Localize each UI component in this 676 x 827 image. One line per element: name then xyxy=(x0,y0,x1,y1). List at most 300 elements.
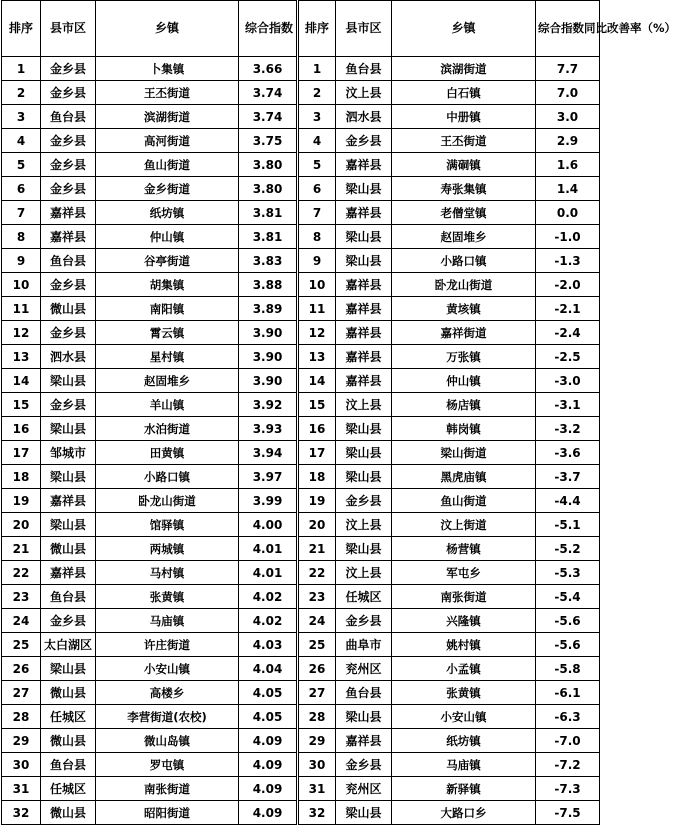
town-cell: 南阳镇 xyxy=(96,297,239,321)
county-cell: 嘉祥县 xyxy=(41,225,96,249)
town-cell: 嘉祥街道 xyxy=(392,321,536,345)
rank-cell: 1 xyxy=(299,57,336,81)
value-cell: 4.01 xyxy=(239,561,297,585)
rank-cell: 13 xyxy=(299,345,336,369)
rank-cell: 11 xyxy=(299,297,336,321)
rank-cell: 15 xyxy=(299,393,336,417)
rank-cell: 23 xyxy=(299,585,336,609)
rank-cell: 20 xyxy=(2,513,41,537)
county-cell: 梁山县 xyxy=(41,513,96,537)
county-cell: 嘉祥县 xyxy=(336,729,392,753)
town-cell: 兴隆镇 xyxy=(392,609,536,633)
rank-cell: 9 xyxy=(2,249,41,273)
value-cell: 3.90 xyxy=(239,369,297,393)
rank-cell: 24 xyxy=(299,609,336,633)
table-row xyxy=(2,633,297,657)
table-row xyxy=(2,729,297,753)
value-cell: -5.4 xyxy=(536,585,600,609)
rank-cell: 12 xyxy=(2,321,41,345)
value-cell: 3.92 xyxy=(239,393,297,417)
rank-cell: 5 xyxy=(299,153,336,177)
county-cell: 梁山县 xyxy=(41,369,96,393)
rank-cell: 3 xyxy=(299,105,336,129)
rank-cell: 19 xyxy=(299,489,336,513)
table-row xyxy=(2,705,297,729)
rank-cell: 31 xyxy=(299,777,336,801)
table-row xyxy=(299,585,600,609)
rank-cell: 25 xyxy=(2,633,41,657)
county-cell: 嘉祥县 xyxy=(336,153,392,177)
table-row xyxy=(2,345,297,369)
value-cell: 3.74 xyxy=(239,81,297,105)
table-row xyxy=(299,417,600,441)
rank-cell: 10 xyxy=(299,273,336,297)
town-cell: 南张街道 xyxy=(392,585,536,609)
left-header-rank: 排序 xyxy=(2,1,41,57)
county-cell: 金乡县 xyxy=(336,489,392,513)
county-cell: 金乡县 xyxy=(41,609,96,633)
value-cell: -5.2 xyxy=(536,537,600,561)
rank-cell: 6 xyxy=(299,177,336,201)
county-cell: 梁山县 xyxy=(336,705,392,729)
value-cell: 3.99 xyxy=(239,489,297,513)
rank-cell: 28 xyxy=(2,705,41,729)
table-row xyxy=(2,273,297,297)
table-row xyxy=(299,801,600,825)
value-cell: 4.09 xyxy=(239,777,297,801)
value-cell: -7.5 xyxy=(536,801,600,825)
town-cell: 田黄镇 xyxy=(96,441,239,465)
county-cell: 嘉祥县 xyxy=(41,561,96,585)
rank-cell: 16 xyxy=(2,417,41,441)
right-table-body xyxy=(299,57,600,825)
value-cell: 1.4 xyxy=(536,177,600,201)
rank-cell: 32 xyxy=(2,801,41,825)
rank-cell: 9 xyxy=(299,249,336,273)
rank-cell: 1 xyxy=(2,57,41,81)
town-cell: 老僧堂镇 xyxy=(392,201,536,225)
county-cell: 嘉祥县 xyxy=(41,201,96,225)
county-cell: 金乡县 xyxy=(336,753,392,777)
value-cell: 3.90 xyxy=(239,345,297,369)
value-cell: 3.74 xyxy=(239,105,297,129)
table-row xyxy=(2,225,297,249)
county-cell: 泗水县 xyxy=(336,105,392,129)
town-cell: 姚村镇 xyxy=(392,633,536,657)
town-cell: 仲山镇 xyxy=(96,225,239,249)
rank-cell: 19 xyxy=(2,489,41,513)
value-cell: -2.5 xyxy=(536,345,600,369)
value-cell: 3.81 xyxy=(239,225,297,249)
value-cell: -7.2 xyxy=(536,753,600,777)
left-header-town: 乡镇 xyxy=(96,1,239,57)
county-cell: 汶上县 xyxy=(336,81,392,105)
town-cell: 马村镇 xyxy=(96,561,239,585)
value-cell: -1.3 xyxy=(536,249,600,273)
rank-cell: 14 xyxy=(299,369,336,393)
table-row xyxy=(299,345,600,369)
value-cell: 0.0 xyxy=(536,201,600,225)
county-cell: 兖州区 xyxy=(336,777,392,801)
town-cell: 纸坊镇 xyxy=(96,201,239,225)
left-ranking-table xyxy=(1,0,297,825)
table-row xyxy=(2,537,297,561)
table-row xyxy=(299,705,600,729)
rank-cell: 4 xyxy=(2,129,41,153)
table-row xyxy=(2,441,297,465)
table-row xyxy=(2,561,297,585)
rank-cell: 29 xyxy=(299,729,336,753)
town-cell: 滨湖街道 xyxy=(96,105,239,129)
left-header-index: 综合指数 xyxy=(239,1,297,57)
town-cell: 谷亭街道 xyxy=(96,249,239,273)
table-row xyxy=(2,657,297,681)
town-cell: 新驿镇 xyxy=(392,777,536,801)
table-row xyxy=(2,297,297,321)
rank-cell: 24 xyxy=(2,609,41,633)
rank-cell: 28 xyxy=(299,705,336,729)
town-cell: 杨营镇 xyxy=(392,537,536,561)
value-cell: 3.0 xyxy=(536,105,600,129)
town-cell: 黑虎庙镇 xyxy=(392,465,536,489)
county-cell: 嘉祥县 xyxy=(336,201,392,225)
town-cell: 许庄街道 xyxy=(96,633,239,657)
value-cell: -6.1 xyxy=(536,681,600,705)
rank-cell: 18 xyxy=(2,465,41,489)
county-cell: 嘉祥县 xyxy=(336,321,392,345)
county-cell: 梁山县 xyxy=(336,441,392,465)
county-cell: 金乡县 xyxy=(41,273,96,297)
town-cell: 马庙镇 xyxy=(392,753,536,777)
value-cell: 4.05 xyxy=(239,705,297,729)
left-header-row xyxy=(2,1,297,57)
right-header-index-change: 综合指数同比改善率（%） xyxy=(536,1,600,57)
value-cell: 3.94 xyxy=(239,441,297,465)
town-cell: 仲山镇 xyxy=(392,369,536,393)
town-cell: 卧龙山街道 xyxy=(96,489,239,513)
town-cell: 赵固堆乡 xyxy=(392,225,536,249)
value-cell: 7.0 xyxy=(536,81,600,105)
county-cell: 任城区 xyxy=(336,585,392,609)
town-cell: 王丕街道 xyxy=(392,129,536,153)
table-row xyxy=(299,297,600,321)
rank-cell: 22 xyxy=(2,561,41,585)
rank-cell: 17 xyxy=(2,441,41,465)
rank-cell: 30 xyxy=(299,753,336,777)
right-header-county: 县市区 xyxy=(336,1,392,57)
town-cell: 鱼山街道 xyxy=(96,153,239,177)
table-row xyxy=(299,513,600,537)
county-cell: 嘉祥县 xyxy=(41,489,96,513)
value-cell: -6.3 xyxy=(536,705,600,729)
rank-cell: 7 xyxy=(299,201,336,225)
county-cell: 金乡县 xyxy=(41,81,96,105)
table-row xyxy=(2,81,297,105)
town-cell: 两城镇 xyxy=(96,537,239,561)
table-row xyxy=(299,153,600,177)
value-cell: 4.09 xyxy=(239,753,297,777)
rank-cell: 22 xyxy=(299,561,336,585)
value-cell: 3.75 xyxy=(239,129,297,153)
rank-cell: 18 xyxy=(299,465,336,489)
value-cell: 1.6 xyxy=(536,153,600,177)
town-cell: 万张镇 xyxy=(392,345,536,369)
table-row xyxy=(299,681,600,705)
town-cell: 赵固堆乡 xyxy=(96,369,239,393)
value-cell: 4.09 xyxy=(239,729,297,753)
value-cell: -5.3 xyxy=(536,561,600,585)
county-cell: 微山县 xyxy=(41,801,96,825)
value-cell: 4.03 xyxy=(239,633,297,657)
county-cell: 梁山县 xyxy=(336,801,392,825)
county-cell: 嘉祥县 xyxy=(336,273,392,297)
town-cell: 王丕街道 xyxy=(96,81,239,105)
table-row xyxy=(2,753,297,777)
table-row xyxy=(2,201,297,225)
rank-cell: 21 xyxy=(299,537,336,561)
town-cell: 小安山镇 xyxy=(392,705,536,729)
table-row xyxy=(2,129,297,153)
county-cell: 梁山县 xyxy=(41,465,96,489)
table-row xyxy=(2,393,297,417)
rank-cell: 8 xyxy=(2,225,41,249)
value-cell: 3.88 xyxy=(239,273,297,297)
county-cell: 金乡县 xyxy=(41,177,96,201)
value-cell: 4.09 xyxy=(239,801,297,825)
rank-cell: 14 xyxy=(2,369,41,393)
table-row xyxy=(2,801,297,825)
table-row xyxy=(299,441,600,465)
rank-cell: 8 xyxy=(299,225,336,249)
rank-cell: 13 xyxy=(2,345,41,369)
town-cell: 高河街道 xyxy=(96,129,239,153)
rank-cell: 5 xyxy=(2,153,41,177)
table-row xyxy=(299,369,600,393)
county-cell: 鱼台县 xyxy=(336,681,392,705)
value-cell: 4.00 xyxy=(239,513,297,537)
county-cell: 泗水县 xyxy=(41,345,96,369)
county-cell: 梁山县 xyxy=(336,417,392,441)
value-cell: 4.04 xyxy=(239,657,297,681)
rank-cell: 27 xyxy=(2,681,41,705)
value-cell: 7.7 xyxy=(536,57,600,81)
table-row xyxy=(299,393,600,417)
town-cell: 张黄镇 xyxy=(392,681,536,705)
rank-cell: 31 xyxy=(2,777,41,801)
value-cell: 3.80 xyxy=(239,153,297,177)
value-cell: -7.3 xyxy=(536,777,600,801)
value-cell: -2.4 xyxy=(536,321,600,345)
town-cell: 胡集镇 xyxy=(96,273,239,297)
rank-cell: 3 xyxy=(2,105,41,129)
rank-cell: 30 xyxy=(2,753,41,777)
right-header-town: 乡镇 xyxy=(392,1,536,57)
table-row xyxy=(2,321,297,345)
town-cell: 杨店镇 xyxy=(392,393,536,417)
value-cell: 4.01 xyxy=(239,537,297,561)
town-cell: 罗屯镇 xyxy=(96,753,239,777)
county-cell: 梁山县 xyxy=(336,249,392,273)
table-row xyxy=(2,777,297,801)
table-row xyxy=(299,465,600,489)
right-header-rank: 排序 xyxy=(299,1,336,57)
county-cell: 微山县 xyxy=(41,729,96,753)
rank-cell: 4 xyxy=(299,129,336,153)
town-cell: 大路口乡 xyxy=(392,801,536,825)
county-cell: 微山县 xyxy=(41,537,96,561)
county-cell: 金乡县 xyxy=(41,153,96,177)
table-row xyxy=(299,729,600,753)
county-cell: 微山县 xyxy=(41,681,96,705)
table-row xyxy=(299,201,600,225)
town-cell: 马庙镇 xyxy=(96,609,239,633)
town-cell: 满硐镇 xyxy=(392,153,536,177)
table-row xyxy=(299,249,600,273)
value-cell: 2.9 xyxy=(536,129,600,153)
table-row xyxy=(2,609,297,633)
town-cell: 寿张集镇 xyxy=(392,177,536,201)
value-cell: 3.80 xyxy=(239,177,297,201)
table-row xyxy=(299,609,600,633)
county-cell: 金乡县 xyxy=(41,393,96,417)
table-row xyxy=(2,57,297,81)
value-cell: -3.2 xyxy=(536,417,600,441)
town-cell: 高楼乡 xyxy=(96,681,239,705)
town-cell: 鱼山街道 xyxy=(392,489,536,513)
rank-cell: 10 xyxy=(2,273,41,297)
county-cell: 微山县 xyxy=(41,297,96,321)
county-cell: 汶上县 xyxy=(336,561,392,585)
value-cell: 3.89 xyxy=(239,297,297,321)
value-cell: 4.05 xyxy=(239,681,297,705)
town-cell: 韩岗镇 xyxy=(392,417,536,441)
town-cell: 小路口镇 xyxy=(96,465,239,489)
town-cell: 军屯乡 xyxy=(392,561,536,585)
county-cell: 嘉祥县 xyxy=(336,369,392,393)
table-row xyxy=(2,513,297,537)
rank-cell: 16 xyxy=(299,417,336,441)
value-cell: -1.0 xyxy=(536,225,600,249)
rank-cell: 26 xyxy=(2,657,41,681)
value-cell: 3.83 xyxy=(239,249,297,273)
town-cell: 黄垓镇 xyxy=(392,297,536,321)
town-cell: 羊山镇 xyxy=(96,393,239,417)
table-row xyxy=(299,177,600,201)
table-row xyxy=(2,417,297,441)
table-row xyxy=(2,177,297,201)
value-cell: -2.1 xyxy=(536,297,600,321)
table-row xyxy=(299,81,600,105)
county-cell: 金乡县 xyxy=(41,129,96,153)
town-cell: 微山岛镇 xyxy=(96,729,239,753)
town-cell: 滨湖街道 xyxy=(392,57,536,81)
county-cell: 嘉祥县 xyxy=(336,297,392,321)
town-cell: 星村镇 xyxy=(96,345,239,369)
town-cell: 小安山镇 xyxy=(96,657,239,681)
town-cell: 张黄镇 xyxy=(96,585,239,609)
county-cell: 汶上县 xyxy=(336,513,392,537)
town-cell: 小路口镇 xyxy=(392,249,536,273)
value-cell: -3.0 xyxy=(536,369,600,393)
table-row xyxy=(2,105,297,129)
town-cell: 小孟镇 xyxy=(392,657,536,681)
value-cell: -4.4 xyxy=(536,489,600,513)
value-cell: -5.6 xyxy=(536,633,600,657)
table-row xyxy=(299,57,600,81)
rank-cell: 21 xyxy=(2,537,41,561)
town-cell: 卜集镇 xyxy=(96,57,239,81)
town-cell: 金乡街道 xyxy=(96,177,239,201)
town-cell: 南张街道 xyxy=(96,777,239,801)
value-cell: -3.7 xyxy=(536,465,600,489)
county-cell: 邹城市 xyxy=(41,441,96,465)
table-row xyxy=(2,681,297,705)
table-row xyxy=(299,753,600,777)
county-cell: 梁山县 xyxy=(336,465,392,489)
value-cell: -3.1 xyxy=(536,393,600,417)
county-cell: 太白湖区 xyxy=(41,633,96,657)
rank-cell: 17 xyxy=(299,441,336,465)
town-cell: 李营街道(农校) xyxy=(96,705,239,729)
town-cell: 白石镇 xyxy=(392,81,536,105)
right-ranking-table xyxy=(298,0,676,825)
town-cell: 汶上街道 xyxy=(392,513,536,537)
rank-cell: 26 xyxy=(299,657,336,681)
county-cell: 金乡县 xyxy=(336,129,392,153)
rank-cell: 20 xyxy=(299,513,336,537)
table-row xyxy=(299,777,600,801)
table-row xyxy=(299,561,600,585)
table-row xyxy=(299,633,600,657)
town-cell: 水泊街道 xyxy=(96,417,239,441)
rank-cell: 11 xyxy=(2,297,41,321)
county-cell: 金乡县 xyxy=(41,57,96,81)
value-cell: 3.93 xyxy=(239,417,297,441)
left-header-county: 县市区 xyxy=(41,1,96,57)
table-row xyxy=(2,585,297,609)
table-row xyxy=(2,153,297,177)
county-cell: 梁山县 xyxy=(41,657,96,681)
right-header-row xyxy=(299,1,600,57)
rank-cell: 2 xyxy=(299,81,336,105)
table-row xyxy=(2,465,297,489)
town-cell: 纸坊镇 xyxy=(392,729,536,753)
value-cell: 3.90 xyxy=(239,321,297,345)
table-row xyxy=(299,657,600,681)
rank-cell: 12 xyxy=(299,321,336,345)
value-cell: 3.97 xyxy=(239,465,297,489)
county-cell: 梁山县 xyxy=(41,417,96,441)
table-row xyxy=(299,225,600,249)
table-row xyxy=(299,537,600,561)
town-cell: 卧龙山街道 xyxy=(392,273,536,297)
rank-cell: 6 xyxy=(2,177,41,201)
value-cell: 3.66 xyxy=(239,57,297,81)
rank-cell: 15 xyxy=(2,393,41,417)
rank-cell: 32 xyxy=(299,801,336,825)
county-cell: 梁山县 xyxy=(336,537,392,561)
table-row xyxy=(2,249,297,273)
value-cell: 4.02 xyxy=(239,585,297,609)
town-cell: 馆驿镇 xyxy=(96,513,239,537)
county-cell: 兖州区 xyxy=(336,657,392,681)
county-cell: 鱼台县 xyxy=(41,249,96,273)
town-cell: 昭阳街道 xyxy=(96,801,239,825)
county-cell: 鱼台县 xyxy=(41,753,96,777)
county-cell: 金乡县 xyxy=(336,609,392,633)
county-cell: 任城区 xyxy=(41,705,96,729)
rank-cell: 2 xyxy=(2,81,41,105)
